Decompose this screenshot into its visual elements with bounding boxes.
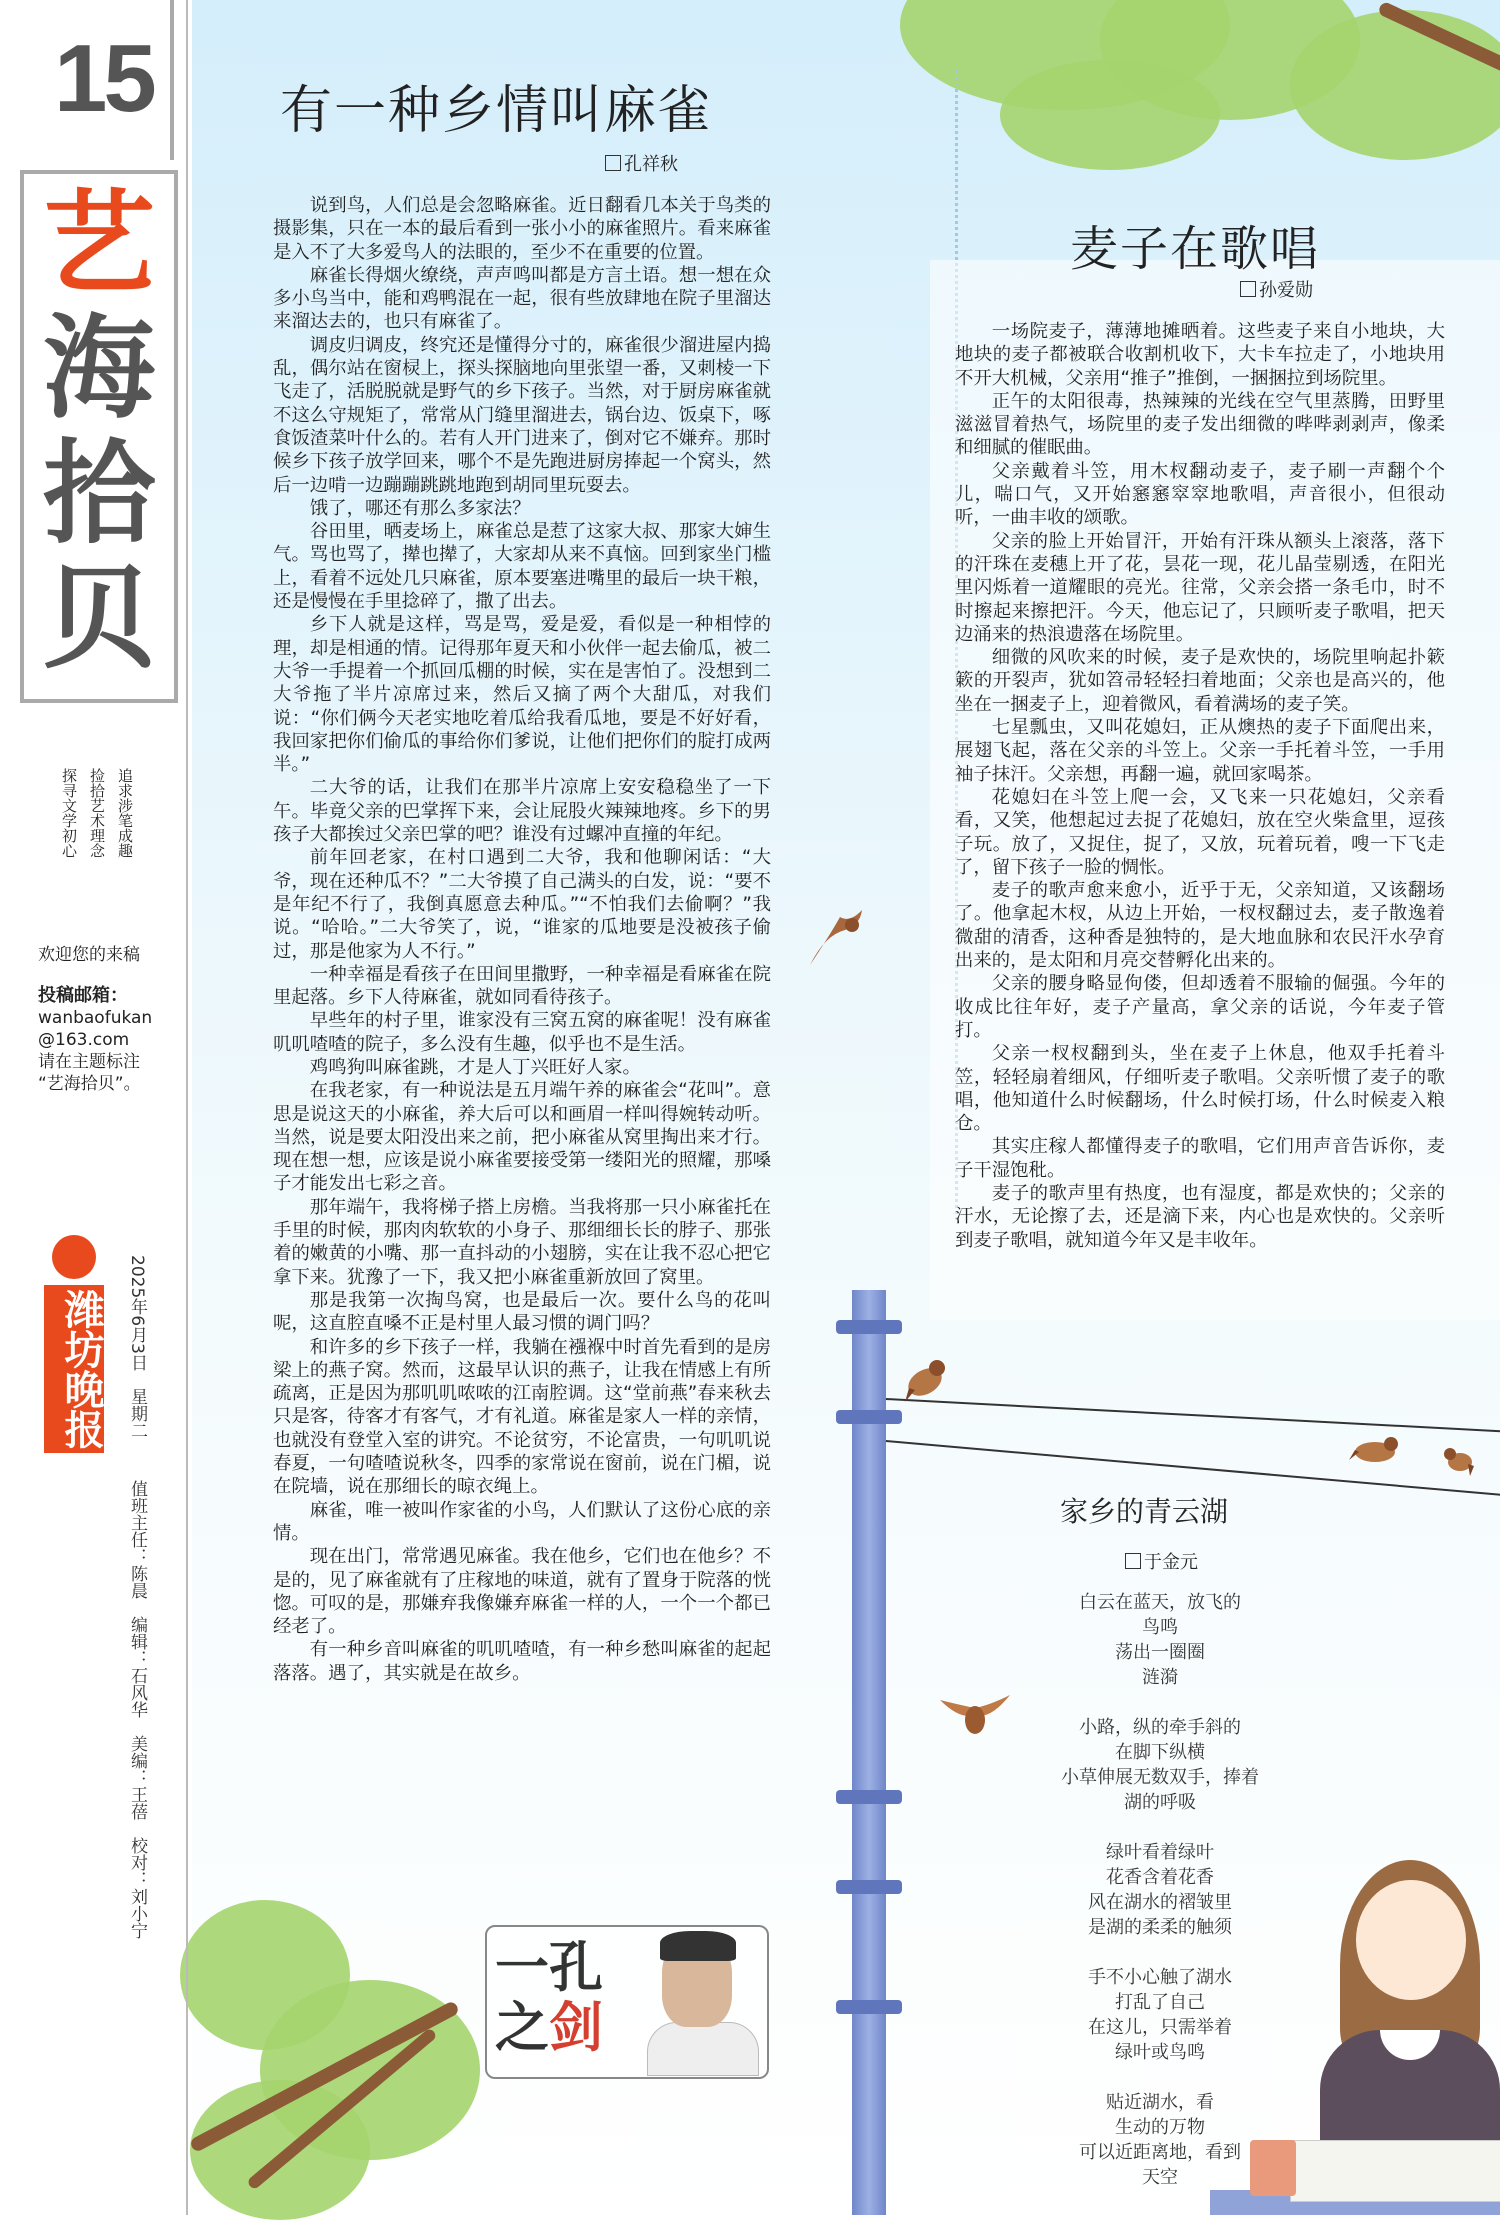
poem-line: 花香含着花香: [1106, 1867, 1214, 1888]
sparrow-icon: [800, 905, 870, 975]
submission-info: [38, 985, 178, 1095]
paragraph: 细微的风吹来的时候，麦子是欢快的，场院里响起扑簌簌的开裂声，犹如笤帚轻轻扫着地面；父亲也是高兴的，他坐在一捆麦子上，迎着微风，看着满场的麦子笑。: [955, 647, 1445, 715]
paragraph: 花媳妇在斗笠上爬一会，又飞来一只花媳妇，父亲看看，又笑，他想起过去捉了花媳妇，放在空火柴盒里，逗孩子玩。放了，又捉住，捉了，又放，玩着玩着，嗖一下飞走了，留下孩子一脸的惆怅。: [955, 786, 1445, 878]
paragraph: 一场院麦子，薄薄地摊晒着。这些麦子来自小地块，大地块的麦子都被联合收割机收下，大卡车拉走了，小地块用不开大机械，父亲用“推子”推倒，一捆捆拉到场院里。: [955, 321, 1445, 389]
mug-icon: [1250, 2140, 1296, 2196]
paragraph: 麦子的歌声愈来愈小，近乎于无，父亲知道，又该翻场了。他拿起木杈，从边上开始，一杈杈翻过去，麦子散逸着微甜的清香，这种香是独特的，是大地血脉和农民汗水孕育出来的，是太阳和月亮交替孵化出来的。: [955, 880, 1445, 972]
divider: [170, 0, 174, 160]
paragraph: 父亲戴着斗笠，用木杈翻动麦子，麦子刷一声翻个个儿，喘口气，又开始窸窸窣窣地歌唱，声音很小，但很动听，一曲丰收的颂歌。: [955, 460, 1445, 529]
column-name-line: [495, 1997, 603, 2057]
submission-label: 投稿邮箱：: [38, 985, 128, 1006]
poem-line: 荡出一圈圈: [1115, 1642, 1205, 1663]
article-body: [273, 194, 771, 1685]
poem-line: 是湖的柔柔的触须: [1088, 1917, 1232, 1938]
paragraph: 麻雀长得烟火缭绕，声声鸣叫都是方言土语。想一想在众多小鸟当中，能和鸡鸭混在一起，很有些放肆地在院子里溜达来溜达去的，也只有麻雀了。: [273, 264, 771, 333]
welcome-text: 欢迎您的来稿: [38, 945, 140, 965]
poem-line: 手不小心触了湖水: [1088, 1967, 1232, 1988]
girl-illustration-face: [1356, 1880, 1466, 2000]
poem-author: [1125, 1548, 1198, 1574]
paragraph: 其实庄稼人都懂得麦子的歌唱，它们用声音告诉你，麦子干湿饱秕。: [955, 1136, 1445, 1181]
paragraph: 饿了，哪还有那么多家法？: [309, 497, 531, 519]
poem-line: 绿叶看着绿叶: [1106, 1842, 1214, 1863]
poem-line: 生动的万物: [1115, 2117, 1205, 2138]
utility-pole: [852, 1290, 886, 2215]
book-illustration: [1290, 2140, 1500, 2202]
stanza: [1000, 1965, 1320, 2065]
poem-line: 在这儿，只需举着: [1088, 2017, 1232, 2038]
article-author: [605, 150, 678, 176]
column-name-line: 一孔: [495, 1935, 603, 1999]
article-author: [1240, 276, 1313, 302]
poem-body: [1000, 1590, 1320, 2215]
author-name: 孔祥秋: [624, 154, 678, 175]
poem-line: 天空: [1142, 2167, 1178, 2188]
poem-line: 小草伸展无数双手，捧着: [1061, 1767, 1259, 1788]
poem-line: 风在湖水的褶皱里: [1088, 1892, 1232, 1913]
paragraph: 现在出门，常常遇见麻雀。我在他乡，它们也在他乡？不是的，见了麻雀就有了庄稼地的味道，就有了置身于院落的恍惚。可叹的是，那嫌弃我像嫌弃麻雀一样的人，一个一个都已经老了。: [273, 1546, 771, 1638]
author-box-icon: [605, 155, 621, 171]
paragraph: 有一种乡音叫麻雀的叽叽喳喳，有一种乡愁叫麻雀的起起落落。遇了，其实就是在故乡。: [273, 1639, 771, 1684]
logo-icon: [52, 1235, 96, 1279]
section-title-char: 艺: [43, 178, 155, 309]
author-portrait-body: [647, 2022, 759, 2076]
stanza: [1000, 1840, 1320, 1940]
poem-line: 打乱了自己: [1115, 1992, 1205, 2013]
paragraph: 和许多的乡下孩子一样，我躺在襁褓中时首先看到的是房梁上的燕子窝。然而，这最早认识的燕子，让我在情感上有所疏离，正是因为那叽叽哝哝的江南腔调。这“堂前燕”春来秋去只是客，待客才有客气，才有礼道。麻雀是家人一样的亲情，也就没有登堂入室的讲究。不论贫穷，不论富贵，一句叽叽说春夏，一句喳喳说秋冬，四季的家常说在窗前，说在门楣，说在院墙，说在那细长的晾衣绳上。: [273, 1336, 771, 1498]
pole-band: [836, 1410, 902, 1424]
slogan-line: 捡拾艺术理念: [88, 768, 106, 858]
poem-line: 贴近湖水，看: [1106, 2092, 1214, 2113]
staff-credits: 值班主任：陈晨 编辑：石风华 美编：王蓓 校对：刘小宁: [127, 1480, 147, 1939]
paragraph: 说到鸟，人们总是会忽略麻雀。近日翻看几本关于鸟类的摄影集，只在一本的最后看到一张小小的麻雀照片。看来麻雀是入不了大多爱鸟人的法眼的，至少不在重要的位置。: [273, 195, 771, 263]
pole-band: [836, 1880, 902, 1894]
submission-email: @163.com: [38, 1030, 130, 1050]
pole-band: [836, 2000, 902, 2014]
issue-date: 2025年6月3日 星期二: [127, 1255, 147, 1439]
stanza: [1000, 1715, 1320, 1815]
paragraph: 父亲的腰身略显佝偻，但却透着不服输的倔强。今年的收成比往年好，麦子产量高，拿父亲的话说，今年麦子管打。: [955, 973, 1445, 1041]
section-title-box: [20, 170, 178, 703]
poem-line: 白云在蓝天，放飞的: [1079, 1592, 1241, 1613]
pole-band: [836, 1320, 902, 1334]
pole-band: [836, 1790, 902, 1804]
sparrow-icon: [1440, 1442, 1484, 1482]
newspaper-logo: [44, 1235, 104, 1455]
article-body: [955, 320, 1445, 1252]
paragraph: 二大爷的话，让我们在那半片凉席上安安稳稳坐了一下午。毕竟父亲的巴掌挥下来，会让屁股火辣辣地疼。乡下的男孩子大都挨过父亲巴掌的吧？谁没有过螺冲直撞的年纪。: [273, 777, 771, 846]
paragraph: 谷田里，晒麦场上，麻雀总是惹了这家大叔、那家大婶生气。骂也骂了，撵也撵了，大家却从来不真恼。回到家坐门槛上，看着不远处几只麻雀，原本要塞进嘴里的最后一块干粮，还是慢慢在手里捻碎了，撒了出去。: [273, 521, 771, 613]
sparrow-icon: [1345, 1430, 1405, 1470]
article-title: 有一种乡情叫麻雀: [280, 81, 713, 141]
author-name: 于金元: [1144, 1552, 1198, 1573]
section-title-char: 贝: [43, 553, 155, 684]
poem-line: 鸟鸣: [1142, 1617, 1178, 1638]
paragraph: 七星瓢虫，又叫花媳妇，正从燠热的麦子下面爬出来，展翅飞起，落在父亲的斗笠上。父亲一手托着斗笠，一手用袖子抹汗。父亲想，再翻一遍，就回家喝茶。: [955, 717, 1445, 785]
paragraph: 前年回老家，在村口遇到二大爷，我和他聊闲话：“大爷，现在还种瓜不？”二大爷摸了自己满头的白发，说：“要不是年纪不行了，我倒真愿意去种瓜。”“不怕我们去偷啊？”我说。“哈哈。”二大爷笑了，说，“谁家的瓜地要是没被孩子偷过，那是他家为人不行。”: [273, 847, 771, 962]
stanza: [1000, 1590, 1320, 1690]
slogan-line: 探寻文学初心: [60, 768, 78, 858]
paragraph: 鸡鸣狗叫麻雀跳，才是人丁兴旺好人家。: [309, 1056, 641, 1078]
paragraph: 调皮归调皮，终究还是懂得分寸的，麻雀很少溜进屋内捣乱，偶尔站在窗棂上，探头探脑地向里张望一番，又刺棱一下飞走了，活脱脱就是野气的乡下孩子。当然，对于厨房麻雀就不这么守规矩了，常常从门缝里溜进去，锅台边、饭桌下，啄食饭渣菜叶什么的。若有人开门进来了，倒对它不嫌弃。那时候乡下孩子放学回来，哪个不是先跑进厨房捧起一个窝头，然后一边啃一边蹦蹦跳跳地跑到胡同里玩耍去。: [273, 334, 771, 496]
author-portrait-hair: [660, 1931, 736, 1961]
newspaper-name: 潍坊晚报: [44, 1285, 104, 1453]
paragraph: 父亲一杈杈翻到头，坐在麦子上休息，他双手托着斗笠，轻轻扇着细风，仔细听麦子歌唱。父亲听惯了麦子的歌唱，他知道什么时候翻场，什么时候打场，什么时候麦入粮仓。: [955, 1043, 1445, 1135]
poem-line: 可以近距离地，看到: [1079, 2142, 1241, 2163]
page-number: 15: [54, 25, 153, 132]
poem-title: 家乡的青云湖: [1060, 1495, 1229, 1528]
submission-note: 请在主题标注: [38, 1052, 140, 1072]
slogan: [58, 768, 148, 898]
poem-line: 湖的呼吸: [1124, 1792, 1196, 1813]
column-name-char: 之: [495, 1995, 549, 2059]
paragraph: 乡下人就是这样，骂是骂，爱是爱，看似是一种相悖的理，却是相通的情。记得那年夏天和小伙伴一起去偷瓜，被二大爷一手提着一个抓回瓜棚的时候，实在是害怕了。没想到二大爷拖了半片凉席过来，然后又摘了两个大甜瓜，对我们说：“你们俩今天老实地吃着瓜给我看瓜地，要是不好好看，我回家把你们偷瓜的事给你们爹说，让他们把你们的腚打成两半。”: [273, 614, 771, 776]
paragraph: 一种幸福是看孩子在田间里撒野，一种幸福是看麻雀在院里起落。乡下人待麻雀，就如同看待孩子。: [273, 963, 771, 1009]
divider: [186, 0, 188, 2215]
sparrow-icon: [895, 1350, 955, 1410]
paragraph: 正午的太阳很毒，热辣辣的光线在空气里蒸腾，田野里滋滋冒着热气，场院里的麦子发出细微的哔哔剥剥声，像柔和细腻的催眠曲。: [955, 390, 1445, 459]
poem-line: 涟漪: [1142, 1667, 1178, 1688]
paragraph: 父亲的脸上开始冒汗，开始有汗珠从额头上滚落，落下的汗珠在麦穗上开了花，昙花一现，花儿晶莹剔透，在阳光里闪烁着一道耀眼的亮光。往常，父亲会搭一条毛巾，时不时擦起来擦把汗。今天，他忘记了，只顾听麦子歌唱，把天边涌来的热浪遗落在场院里。: [955, 530, 1445, 645]
author-name: 孙爱勋: [1259, 280, 1313, 301]
paragraph: 麦子的歌声里有热度，也有湿度，都是欢快的；父亲的汗水，无论擦了去，还是滴下来，内心也是欢快的。父亲听到麦子歌唱，就知道今年又是丰收年。: [955, 1182, 1445, 1251]
poem-line: 在脚下纵横: [1115, 1742, 1205, 1763]
column-badge: [485, 1925, 769, 2079]
author-box-icon: [1240, 281, 1256, 297]
submission-email: wanbaofukan: [38, 1008, 153, 1028]
paragraph: 在我老家，有一种说法是五月端午养的麻雀会“花叫”。意思是说这天的小麻雀，养大后可以和画眉一样叫得婉转动听。当然，说是要太阳没出来之前，把小麻雀从窝里掏出来才行。现在想一想，应该是说小麻雀要接受第一缕阳光的照耀，那嗓子才能发出七彩之音。: [273, 1080, 771, 1195]
column-name-char: 剑: [549, 1995, 603, 2059]
poem-line: 小路，纵的牵手斜的: [1079, 1717, 1241, 1738]
paragraph: 那年端午，我将梯子搭上房檐。当我将那一只小麻雀托在手里的时候，那肉肉软软的小身子、那细细长长的脖子、那张着的嫩黄的小嘴、那一直抖动的小翅膀，实在让我不忍心把它拿下来。犹豫了一下，我又把小麻雀重新放回了窝里。: [273, 1196, 771, 1288]
poem-line: 绿叶或鸟鸣: [1115, 2042, 1205, 2063]
article-title: 麦子在歌唱: [1070, 221, 1321, 277]
paragraph: 麻雀，唯一被叫作家雀的小鸟，人们默认了这份心底的亲情。: [273, 1499, 771, 1544]
section-title-char: 海: [43, 303, 155, 434]
submission-note: “艺海拾贝”。: [38, 1074, 141, 1094]
paragraph: 早些年的村子里，谁家没有三窝五窝的麻雀呢！没有麻雀叽叽喳喳的院子，多么没有生趣，似乎也不是生活。: [273, 1010, 771, 1055]
column-name: [495, 1937, 603, 2057]
tree-foliage: [1000, 60, 1220, 170]
slogan-line: 追求涉笔成趣: [116, 768, 134, 858]
paragraph: 那是我第一次掏鸟窝，也是最后一次。要什么鸟的花叫呢，这直腔直嗓不正是村里人最习惯的调门吗？: [273, 1289, 771, 1335]
author-box-icon: [1125, 1553, 1141, 1569]
section-title-char: 拾: [43, 428, 155, 559]
